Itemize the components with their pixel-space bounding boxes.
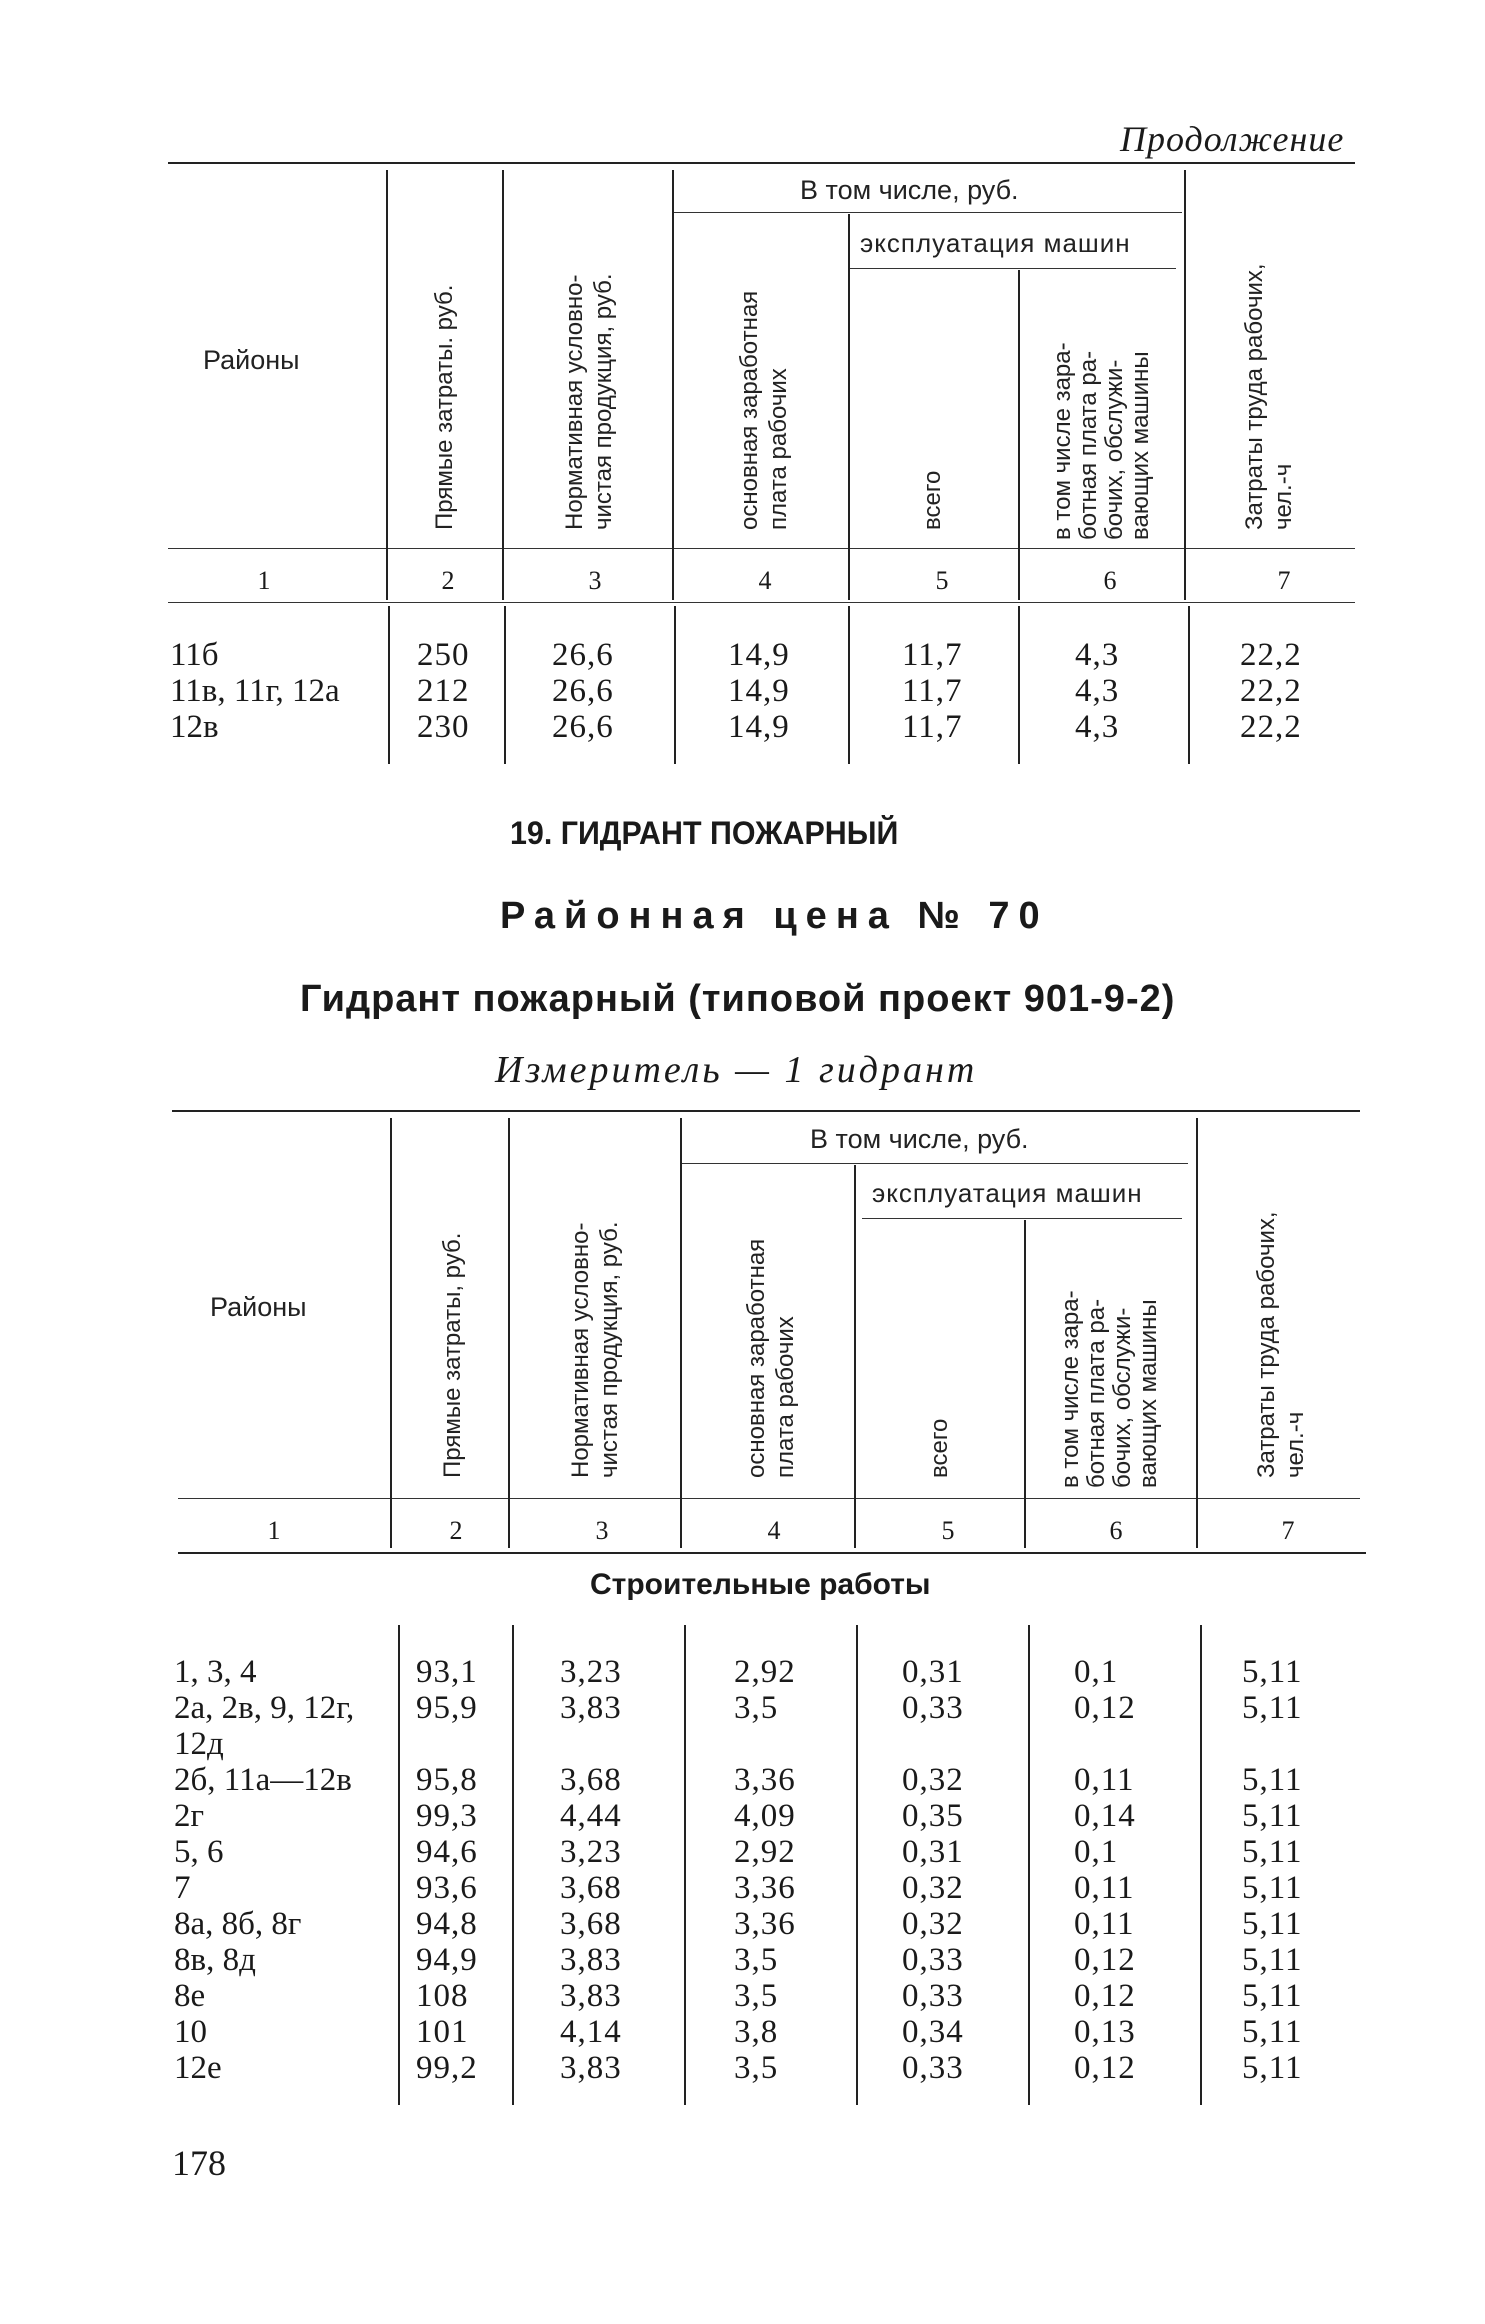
value-cell: 5,11 [1242,1906,1303,1942]
value-cell: 93,6 [416,1870,478,1906]
value-cell: 0,33 [902,1978,964,2014]
value-cell: 0,1 [1074,1654,1119,1690]
value-cell: 0,12 [1074,1978,1136,2014]
col-number: 4 [758,566,772,595]
value-cell: 5,11 [1242,1654,1303,1690]
col-number: 4 [767,1516,781,1545]
value-cell: 0,33 [902,1690,964,1726]
value-cell: 230 [417,709,470,745]
col-number: 3 [588,566,602,595]
header-base-wage: основная заработная плата рабочих [736,290,792,530]
measure-title: Измеритель — 1 гидрант [495,1049,978,1091]
col-number: 1 [257,566,271,595]
header-normative: Нормативная условно- чистая продукция, руб. [567,1221,623,1478]
header-base-wage: основная заработная плата рабочих [743,1238,799,1478]
value-cell: 99,2 [416,2050,478,2086]
value-cell: 93,1 [416,1654,478,1690]
region-cell: 2б, 11а—12в [174,1762,352,1798]
value-cell: 101 [416,2014,469,2050]
header-total: всего [926,1418,953,1478]
value-cell: 0,13 [1074,2014,1136,2050]
value-cell: 22,2 [1240,673,1302,709]
value-cell: 22,2 [1240,637,1302,673]
value-cell: 0,32 [902,1762,964,1798]
value-cell: 3,68 [560,1762,622,1798]
value-cell: 95,8 [416,1762,478,1798]
region-cell: 12е [174,2050,222,2086]
value-cell: 5,11 [1242,1870,1303,1906]
value-cell: 11,7 [902,709,963,745]
value-cell: 4,3 [1075,709,1120,745]
col-number: 6 [1103,566,1117,595]
value-cell: 14,9 [728,709,790,745]
region-cell: 11в, 11г, 12а [170,673,340,709]
region-cell: 12в [170,709,219,745]
col-number: 1 [267,1516,281,1545]
value-cell: 0,1 [1074,1834,1119,1870]
value-cell: 99,3 [416,1798,478,1834]
header-normative: Нормативная условно- чистая продукция, руб. [561,273,617,530]
header-machine-operation: эксплуатация машин [860,228,1131,258]
region-cell: 2г [174,1798,205,1834]
value-cell: 0,12 [1074,1942,1136,1978]
value-cell: 0,12 [1074,1690,1136,1726]
header-total: всего [919,470,946,530]
value-cell: 0,31 [902,1654,964,1690]
value-cell: 95,9 [416,1690,478,1726]
value-cell: 3,68 [560,1906,622,1942]
value-cell: 94,8 [416,1906,478,1942]
value-cell: 212 [417,673,470,709]
value-cell: 11,7 [902,637,963,673]
value-cell: 26,6 [552,709,614,745]
value-cell: 0,33 [902,2050,964,2086]
value-cell: 5,11 [1242,1762,1303,1798]
header-incl-wage: в том числе зара- ботная плата ра- бочих, обслужи- вающих машины [1057,1290,1162,1488]
value-cell: 5,11 [1242,2050,1303,2086]
value-cell: 3,8 [734,2014,779,2050]
value-cell: 4,09 [734,1798,796,1834]
header-incl-wage: в том числе зара- ботная плата ра- бочих, обслужи- вающих машины [1049,342,1154,540]
region-cell: 8а, 8б, 8г [174,1906,302,1942]
value-cell: 0,31 [902,1834,964,1870]
value-cell: 5,11 [1242,1978,1303,2014]
value-cell: 94,9 [416,1942,478,1978]
value-cell: 4,14 [560,2014,622,2050]
value-cell: 0,34 [902,2014,964,2050]
col-number: 2 [441,566,455,595]
header-regions: Районы [210,1292,307,1322]
price-title: Районная цена № 70 [500,895,1049,937]
value-cell: 22,2 [1240,709,1302,745]
region-cell: 8в, 8д [174,1942,256,1978]
value-cell: 4,44 [560,1798,622,1834]
section-title: 19. ГИДРАНТ ПОЖАРНЫЙ [510,815,899,851]
value-cell: 3,23 [560,1654,622,1690]
col-number: 5 [941,1516,955,1545]
value-cell: 5,11 [1242,2014,1303,2050]
value-cell: 4,3 [1075,637,1120,673]
header-labor: Затраты труда рабочих, чел.-ч [1253,1211,1309,1478]
value-cell: 0,35 [902,1798,964,1834]
value-cell: 14,9 [728,673,790,709]
region-cell: 11б [170,637,219,673]
value-cell: 0,32 [902,1906,964,1942]
page-number: 178 [172,2143,226,2183]
value-cell: 0,14 [1074,1798,1136,1834]
region-cell: 8е [174,1978,206,2014]
value-cell: 250 [417,637,470,673]
value-cell: 5,11 [1242,1798,1303,1834]
value-cell: 14,9 [728,637,790,673]
value-cell: 3,68 [560,1870,622,1906]
value-cell: 3,83 [560,1690,622,1726]
value-cell: 4,3 [1075,673,1120,709]
header-including: В том числе, руб. [800,175,1019,205]
value-cell: 0,32 [902,1870,964,1906]
header-labor: Затраты труда рабочих, чел.-ч [1241,263,1297,530]
value-cell: 2,92 [734,1654,796,1690]
value-cell: 3,5 [734,2050,779,2086]
col-number: 5 [935,566,949,595]
col-number: 6 [1109,1516,1123,1545]
value-cell: 108 [416,1978,469,2014]
region-cell: 10 [174,2014,207,2050]
header-machine-operation: эксплуатация машин [872,1178,1143,1208]
value-cell: 3,83 [560,1978,622,2014]
value-cell: 94,6 [416,1834,478,1870]
value-cell: 0,11 [1074,1870,1135,1906]
header-direct-costs: Прямые затраты, руб. [439,1232,466,1478]
value-cell: 5,11 [1242,1942,1303,1978]
col-number: 2 [449,1516,463,1545]
value-cell: 5,11 [1242,1834,1303,1870]
value-cell: 5,11 [1242,1690,1303,1726]
region-cell: 7 [174,1870,191,1906]
col-number: 7 [1277,566,1291,595]
value-cell: 3,83 [560,1942,622,1978]
subsection-title: Строительные работы [590,1568,931,1601]
value-cell: 3,36 [734,1762,796,1798]
value-cell: 0,11 [1074,1906,1135,1942]
value-cell: 26,6 [552,673,614,709]
value-cell: 3,5 [734,1690,779,1726]
col-number: 7 [1281,1516,1295,1545]
value-cell: 0,33 [902,1942,964,1978]
region-cell: 5, 6 [174,1834,224,1870]
header-direct-costs: Прямые затраты. руб. [431,284,458,530]
value-cell: 3,83 [560,2050,622,2086]
value-cell: 3,5 [734,1942,779,1978]
value-cell: 11,7 [902,673,963,709]
value-cell: 0,12 [1074,2050,1136,2086]
region-cell: 1, 3, 4 [174,1654,257,1690]
region-cell: 2а, 2в, 9, 12г, [174,1690,355,1726]
header-regions: Районы [203,345,300,375]
item-title: Гидрант пожарный (типовой проект 901-9-2) [300,978,1176,1020]
value-cell: 3,36 [734,1906,796,1942]
value-cell: 3,36 [734,1870,796,1906]
header-including: В том числе, руб. [810,1124,1029,1154]
value-cell: 3,23 [560,1834,622,1870]
value-cell: 0,11 [1074,1762,1135,1798]
region-cell-continued: 12д [174,1726,224,1762]
value-cell: 2,92 [734,1834,796,1870]
col-number: 3 [595,1516,609,1545]
value-cell: 26,6 [552,637,614,673]
continuation-label: Продолжение [1120,119,1345,159]
value-cell: 3,5 [734,1978,779,2014]
